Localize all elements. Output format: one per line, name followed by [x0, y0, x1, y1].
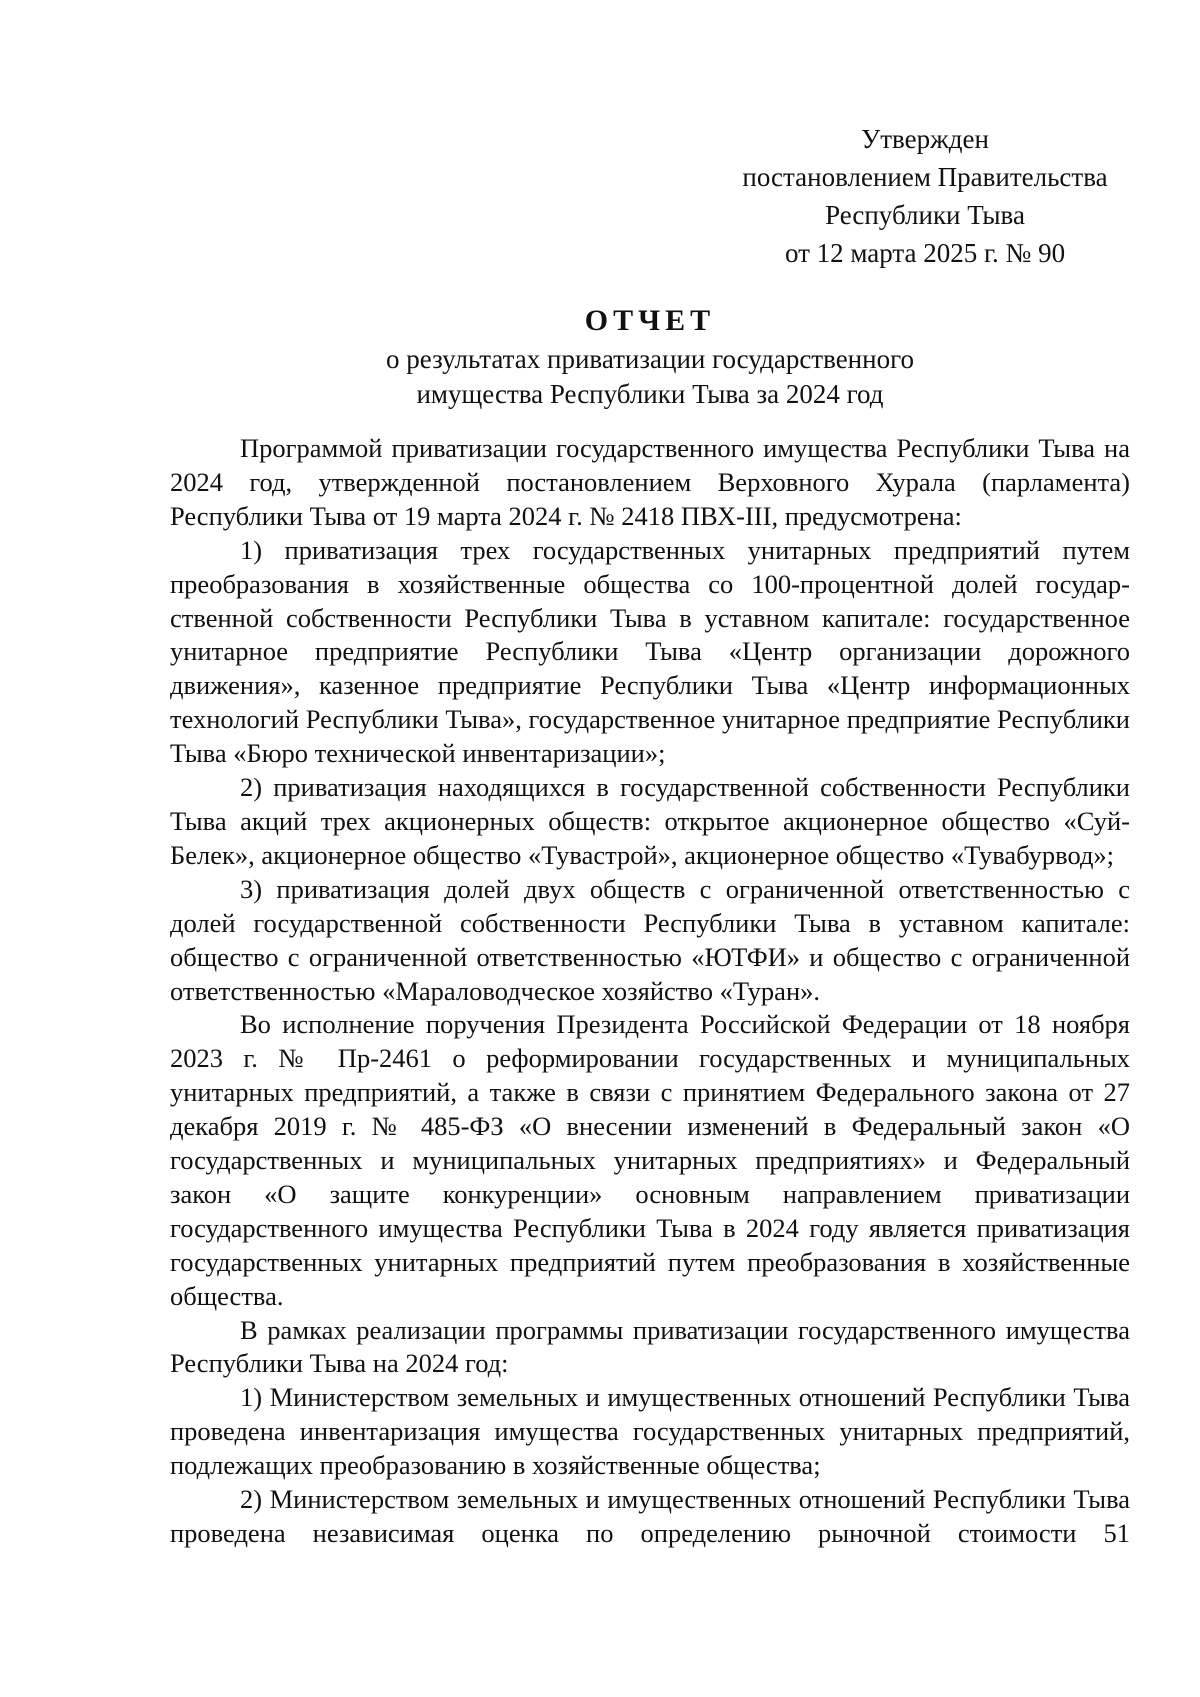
paragraph-implementation-intro: В рамках реализации программы приватизации государственного имущества Республики Тыва на 2024 год:	[170, 1314, 1130, 1379]
approval-line-2: постановлением Правительства	[742, 162, 1108, 192]
paragraph-item-1-enterprises: 1) приватизация трех государственных унитарных предприятий путем преобразования в хозяйственные общества со 100-процентной долей государственной собственности Республики Тыва в уставном капитале: государственное унитарное предприятие Республики Тыва «Центр организации дорожного движения», казенное предприятие Республики Тыва «Центр информационных технологий Республики Тыва», государственное унитарное предприятие Республики Тыва «Бюро технической инвентаризации»;	[170, 534, 1130, 769]
approval-line-1: Утвержден	[861, 124, 989, 154]
paragraph-program-intro: Программой приватизации государственного имущества Республики Тыва на 2024 год, утвержденной постановлением Верховного Хурала (парламента) Республики Тыва от 19 марта 2024 г. № 2418 ПВХ-III, предусмотрена:	[170, 433, 1130, 531]
approval-stamp	[735, 120, 1115, 272]
paragraph-presidential-order: Во исполнение поручения Президента Российской Федерации от 18 ноября 2023 г. № Пр-2461 о реформировании государственных и муниципальных унитарных предприятий, а также в связи с принятием Федерального закона от 27 декабря 2019 г. № 485-ФЗ «О внесении изменений в Федеральный закон «О государственных и муниципальных унитарных предприятиях» и Федеральный закон «О защите конкуренции» основным направлением приватизации государственного имущества Республики Тыва в 2024 году является приватизация государственных унитарных предприятий путем преобразования в хозяйственные общества.	[170, 1009, 1130, 1311]
paragraph-item-3-llc-stakes: 3) приватизация долей двух обществ с ограниченной ответственностью с долей государственной собственности Республики Тыва в уставном капитале: общество с ограниченной ответственностью «ЮТФИ» и общество с ограниченной ответственностью «Мараловодческое хозяйство «Туран».	[170, 873, 1130, 1006]
document-title: ОТЧЕТ	[584, 304, 716, 337]
approval-line-3: Республики Тыва	[825, 200, 1025, 230]
document-body	[170, 432, 1130, 1551]
document-title-block	[170, 300, 1130, 412]
paragraph-item-2-shares: 2) приватизация находящихся в государственной собственности Республики Тыва акций трех акционерных обществ: открытое акционерное общество «Суй-Белек», акционерное общество «Тувастрой», акционерное общество «Тувабурвод»;	[170, 772, 1130, 870]
paragraph-implementation-item-2: 2) Министерством земельных и имущественных отношений Республики Тыва проведена независимая оценка по определению рыночной стоимости 51	[170, 1484, 1130, 1548]
approval-line-4: от 12 марта 2025 г. № 90	[784, 238, 1066, 268]
document-subtitle-line-2: имущества Республики Тыва за 2024 год	[416, 379, 884, 409]
document-subtitle-line-1: о результатах приватизации государственного	[386, 344, 914, 374]
paragraph-implementation-item-1: 1) Министерством земельных и имущественных отношений Республики Тыва проведена инвентаризация имущества государственных унитарных предприятий, подлежащих преобразованию в хозяйственные общества;	[170, 1382, 1130, 1481]
